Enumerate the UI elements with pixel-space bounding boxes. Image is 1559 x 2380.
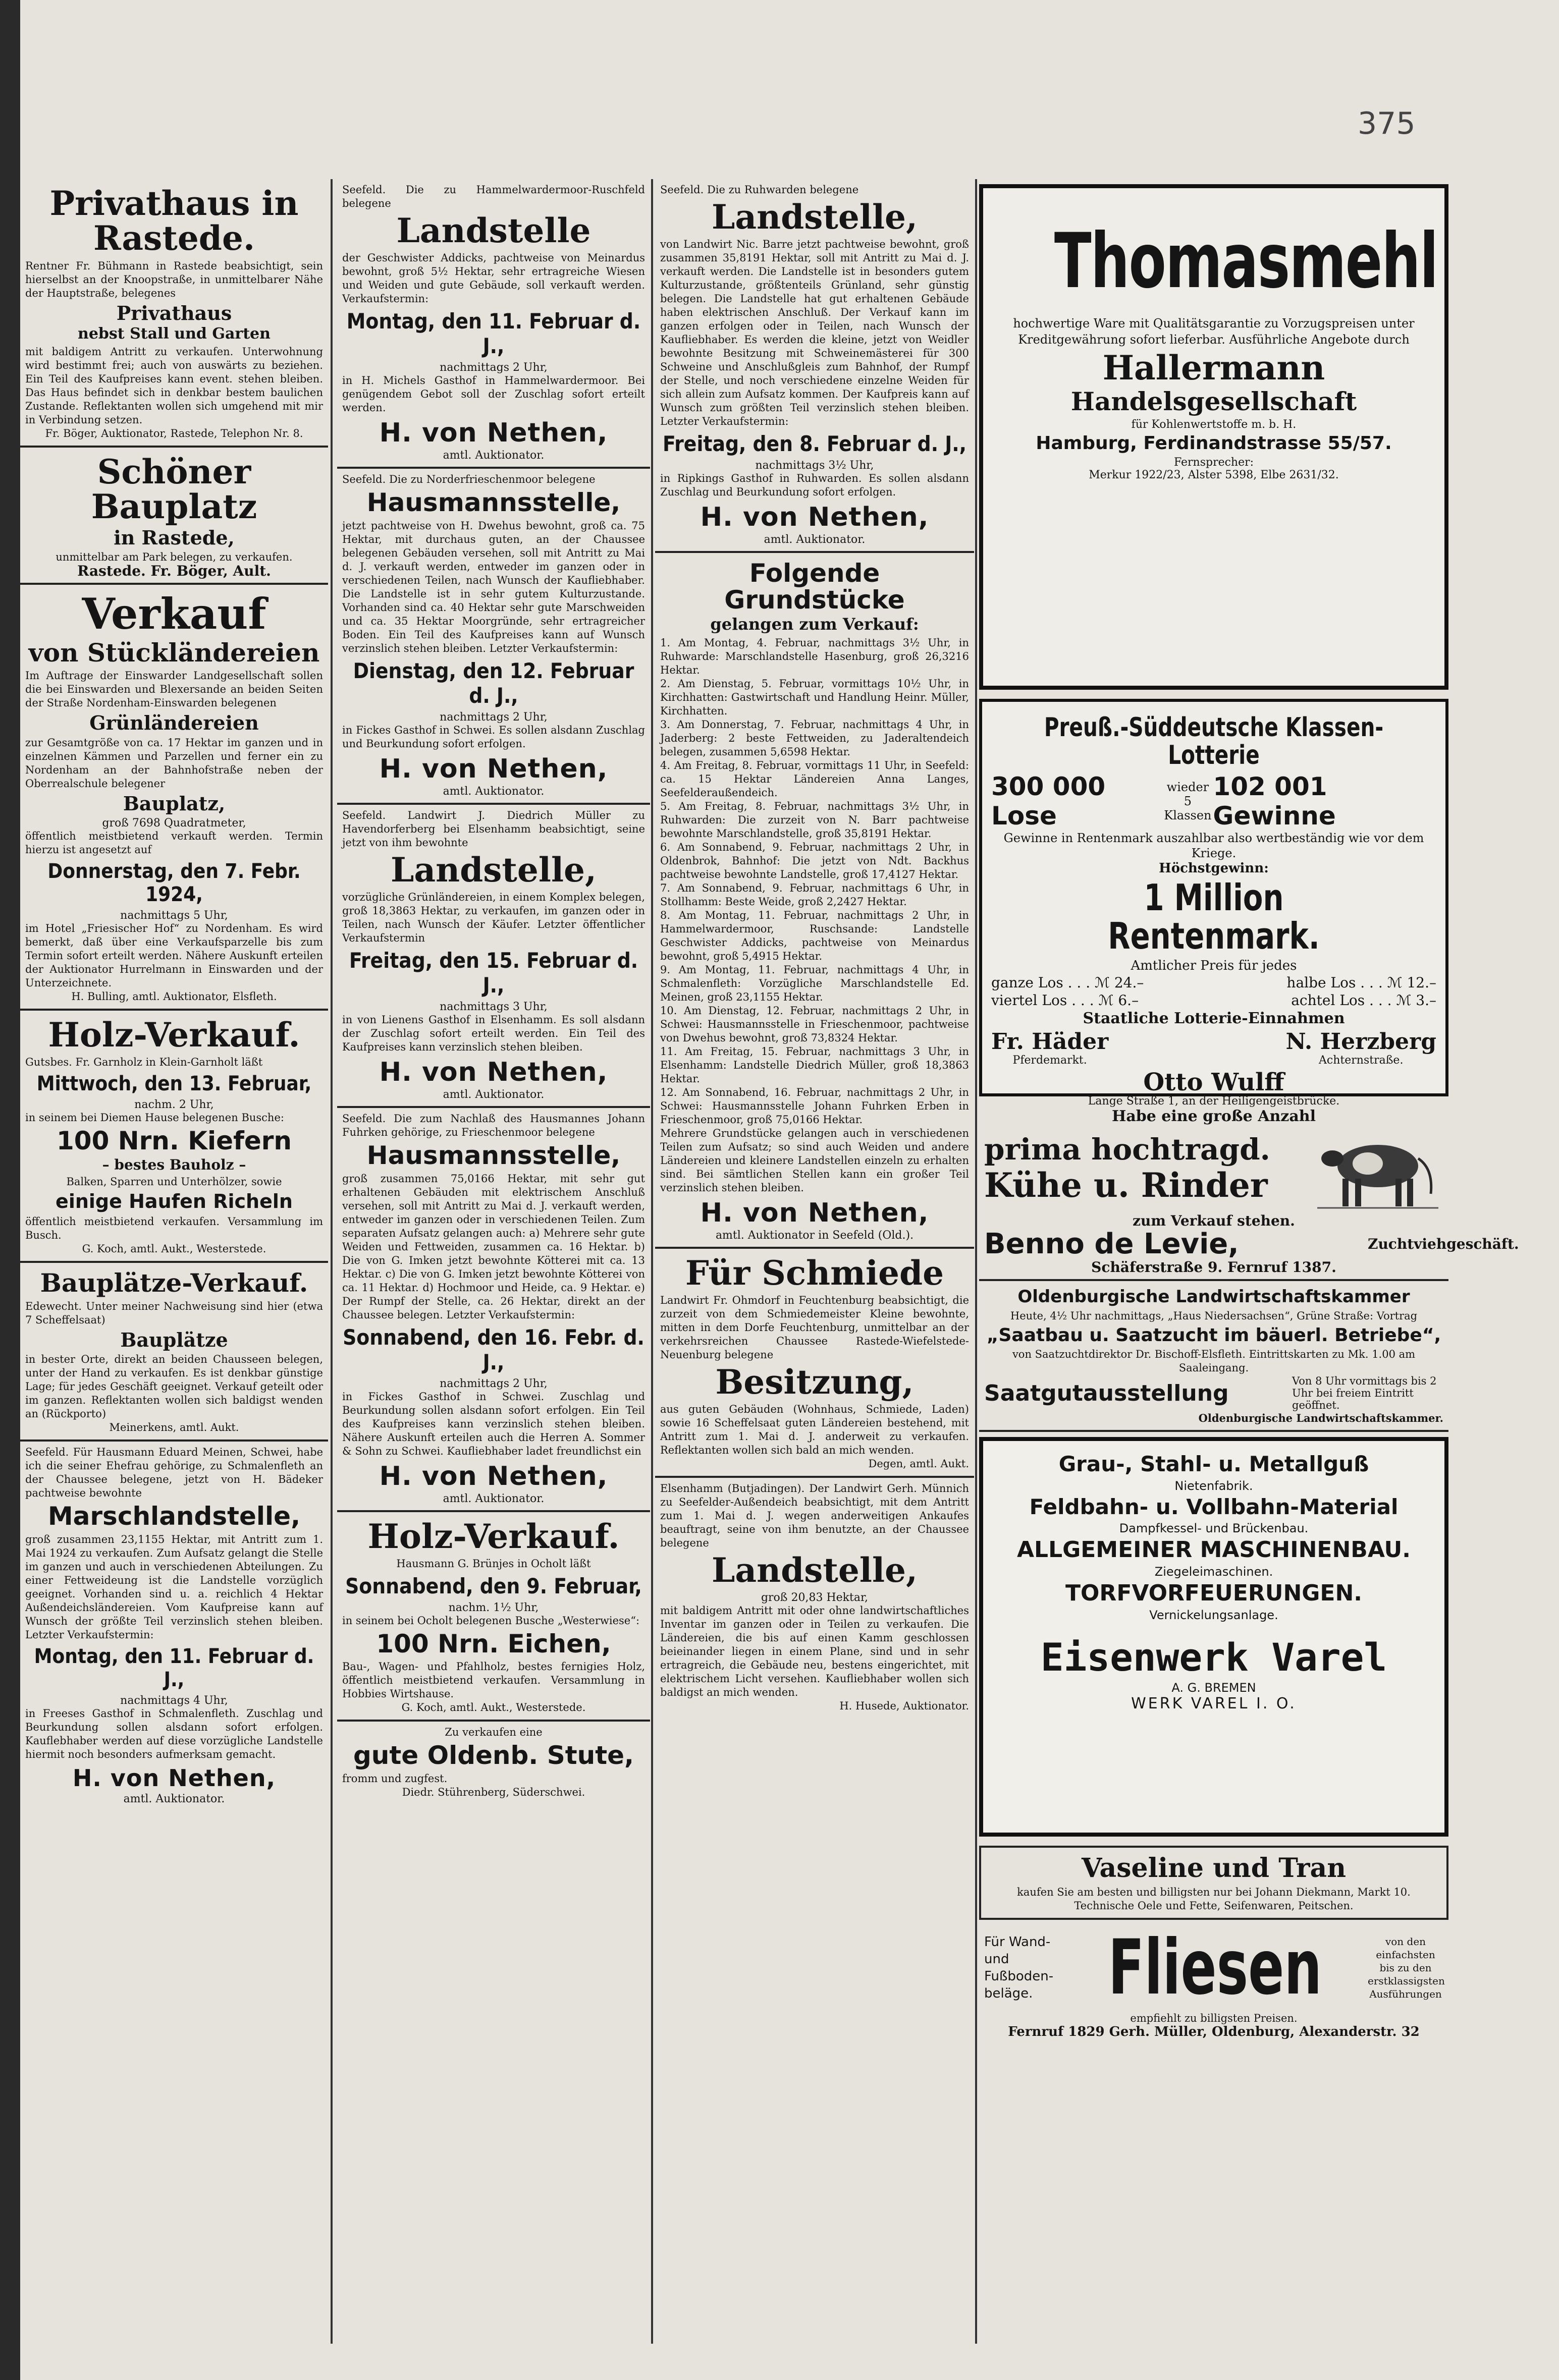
ad-topic: „Saatbau u. Saatzucht im bäuerl. Betriebe“, [986,1324,1441,1346]
price-row [991,974,1436,991]
ad-signature: H. von Nethen, [700,502,929,533]
ad-text: Bau-, Wagen- und Pfahlholz, bestes fernigies Holz, öffentlich meistbietend verkaufen. Versammlung in Hobbies Wirtshause. [342,1661,645,1700]
ad-einnahmen: Staatliche Lotterie-Einnahmen [1083,1010,1345,1028]
seller-name: N. Herzberg [1285,1029,1436,1055]
ad-landstelle-mueller [337,805,650,1108]
ad-item: 100 Nrn. Kiefern [57,1126,292,1156]
ad-vaseline-tran [979,1846,1448,1920]
ad-headline: Landstelle [396,211,591,250]
ad-firm: Eisenwerk Varel [1040,1635,1387,1680]
ad-item: einige Haufen Richeln [56,1190,293,1213]
ad-item: Besitzung, [715,1362,914,1402]
ad-text: in Ripkings Gasthof in Ruhwarden. Es sollen alsdann Zuschlag und Beurkundung sofort erfolgen. [660,472,969,499]
ad-hoechstgewinn: Höchstgewinn: [1159,861,1269,876]
ad-grundstuecke [655,553,974,1249]
ad-stute [337,1722,650,1804]
price-cell: ganze Los . . . ℳ 24.– [991,974,1144,991]
ad-item: Grünländereien [89,711,259,735]
ad-headline: Hausmannsstelle, [366,488,621,518]
ad-line: Dampfkessel- und Brückenbau. [1119,1521,1309,1535]
ad-time: nachmittags 4 Uhr, [120,1694,228,1707]
ad-firm-side: Zuchtviehgeschäft. [1368,1236,1519,1252]
ad-text: von Saatzuchtdirektor Dr. Bischoff-Elsfleth. Eintrittskarten zu Mk. 1.00 am Saaleingang. [1012,1348,1416,1374]
ad-text: Im Auftrage der Einswarder Landgesellschaft sollen die bei Einswarden und Blexersande an beiden Seiten der Straße Nordenham-Einswarden belegenen [25,670,323,709]
ad-text: Zu verkaufen eine [445,1726,543,1739]
ad-text: in seinem bei Ocholt belegenen Busche „Westerwiese“: [342,1614,640,1627]
ad-text: empfiehlt zu billigsten Preisen. [1130,2012,1298,2025]
ad-text: Habe eine große Anzahl [1111,1108,1316,1125]
ad-text: Von 8 Uhr vormittags bis 2 Uhr bei freiem Eintritt geöffnet. [1292,1375,1437,1412]
ad-headline: Landstelle, [711,1551,918,1590]
seller-1 [991,1030,1108,1066]
seller-name: Otto Wulff [1143,1068,1284,1096]
column-rule [975,179,977,2344]
ad-date: Sonnabend, den 9. Februar, [345,1573,642,1598]
ad-text: Seefeld. Für Hausmann Eduard Meinen, Schwei, habe ich die seiner Ehefrau gehörige, zu Schmalenfleth an der Chaussee belegene, jetzt von H. Bädeker pachtweise bewohnte [25,1446,323,1500]
list-item: 12. Am Sonnabend, 16. Februar, nachmittags 2 Uhr, in Schwei: Hausmannsstelle Johann Fuhrken Erben in Frieschenmoor, groß 75,0166 Hektar. [660,1086,969,1126]
ad-text: Landwirt Fr. Ohmdorf in Feuchtenburg beabsichtigt, die zurzeit von dem Schmiedemeister Kleine bewohnte, mitten in dem Dorfe Feuchtenburg, unmittelbar an der verkehrsreichen Chaussee Rastede-Wiefelstede-Neuenburg belegene [660,1294,969,1361]
lotterie-prices [991,974,1436,1009]
ad-hausmannsstelle-fuhrken [337,1108,650,1512]
ad-signature-sub: amtl. Auktionator. [764,533,866,546]
list-item: 2. Am Dienstag, 5. Februar, vormittags 10½ Uhr, in Kirchhatten: Gastwirtschaft und Handlung Heinr. Müller, Kirchhatten. [660,677,969,717]
ad-date: Dienstag, den 12. Februar d. J., [353,658,634,708]
ad-headline: Hausmannsstelle, [366,1141,621,1171]
ad-signature: H. von Nethen, [379,418,608,449]
seller-address: Achternstraße. [1319,1054,1404,1067]
ad-text: in von Lienens Gasthof in Elsenhamm. Es soll alsdann der Zuschlag sofort erteilt werden. Ein Teil des Kaufpreises kann verzinslich stehen bleiben. [342,1014,645,1054]
ad-signature: H. von Nethen, [379,753,608,784]
ad-text: Gewinne in Rentenmark auszahlbar also wertbeständig wie vor dem Kriege. [1003,831,1424,861]
ad-sellers [991,1030,1436,1066]
ad-headline-2: von Stückländereien [28,637,320,668]
ad-text: in bester Orte, direkt an beiden Chausseen belegen, unter der Hand zu verkaufen. Es ist denkbar günstige Lage; für jedes Geschäft geeignet. Verkauf geteilt oder im ganzen. Reflektanten wollen sich baldigst wenden an (Rückporto) [25,1353,323,1420]
ad-phone-label: Fernsprecher: [1173,456,1254,469]
ad-wieder: wieder 5 Klassen [1164,780,1212,823]
ad-date: Sonnabend, den 16. Febr. d. J., [343,1324,644,1374]
ad-item: Bauplatz, [123,792,226,815]
ad-text: Heute, 4½ Uhr nachmittags, „Haus Niedersachsen“, Grüne Straße: Vortrag [1010,1309,1418,1322]
ad-text: der Geschwister Addicks, pachtweise von Meinardus bewohnt, groß 5½ Hektar, sehr ertragreiche Wiesen und Weiden und gute Gebäude, soll verkauft werden. Verkaufstermin: [342,252,645,305]
ad-text: öffentlich meistbietend verkaufen. Versammlung im Busch. [25,1215,323,1242]
ad-time: nachm. 1½ Uhr, [448,1601,539,1614]
ad-fliesen-row [984,1924,1443,2012]
ad-text: Balken, Sparren und Unterhölzer, sowie [66,1176,282,1188]
ad-fuer-schmiede [655,1249,974,1478]
list-item: 4. Am Freitag, 8. Februar, vormittags 11 Uhr, in Seefeld: ca. 15 Hektar Ländereien Anna Langes, Seefelderaußendeich. [660,759,969,799]
seller-2 [1286,1030,1436,1066]
ad-text: in Freeses Gasthof in Schmalenfleth. Zuschlag und Beurkundung sollen alsdann sofort erfolgen. Kauflebhaber werden auf diese vorzügliche Landstelle hiermit noch besonders aufmerksam gemacht. [25,1707,323,1760]
ad-item: 100 Nrn. Eichen, [376,1629,611,1658]
ad-city: Hamburg, Ferdinandstrasse 55/57. [1036,432,1392,454]
ad-size: groß 7698 Quadratmeter, [102,816,246,829]
column-rule [651,179,653,2344]
ad-headline: Schöner Bauplatz [91,452,257,527]
ad-text: öffentlich meistbietend verkauft werden. Termin hierzu ist angesetzt auf [25,829,323,856]
ad-size: groß 20,83 Hektar, [761,1591,869,1604]
ad-headline: Verkauf [82,589,266,639]
ad-text: in H. Michels Gasthof in Hammelwardermoor. Bei genügendem Gebot soll der Zuschlag sofort erteilt werden. [342,374,645,414]
ad-headline: gute Oldenb. Stute, [353,1741,634,1770]
ad-headline: Landstelle, [390,850,597,890]
list-item: 6. Am Sonnabend, 9. Februar, nachmittags 2 Uhr, in Oldenbrok, Bahnhof: Die jetzt von Ndt. Backhus pachtweise bewohnte Landstelle, groß 17,4127 Hektar. [660,841,969,880]
ad-text: vorzügliche Grünländereien, in einem Komplex belegen, groß 18,3863 Hektar, zu verkaufen, im ganzen oder in Teilen, nach Wunsch der Käufer. Letzter öffentlicher Verkaufstermin [342,891,645,945]
ad-text: zur Gesamtgröße von ca. 17 Hektar im ganzen und in einzelnen Kämmen und Parzellen und ferner ein zu Nordenham an der Bahnhofstraße neben der Oberrealschule belegener [25,737,323,790]
ad-item: Bauplätze [120,1328,228,1351]
ad-line: TORFVORFEUERUNGEN. [1065,1580,1362,1606]
ad-line: ALLGEMEINER MASCHINENBAU. [1017,1536,1411,1563]
ad-text: groß zusammen 75,0166 Hektar, mit sehr gut erhaltenen Gebäuden mit elektrischem Anschluß versehen, soll mit Antritt zu Mai d. J. verkauft werden, entweder im ganzen oder in verschiedenen Teilen. Zum separaten Aufsatz gelangen auch: a) Mehrere sehr gute Weiden und Fettweiden, zusammen ca. 16 Hektar. b) Die von G. Imken jetzt bewohnte Kötterei mit ca. 13 Hektar. c) Die von G. Imken jetzt bewohnte Kötterei von ca. 11 Hektar. d) Hochmoor und Heide, ca. 9 Hektar. e) Der Rumpf der Stelle, ca. 26 Hektar, direkt an der Chaussee belegen. Letzter Verkaufstermin: [342,1172,645,1321]
ad-signature: Fr. Böger, Auktionator, Rastede, Telephon Nr. 8. [45,427,303,439]
list-item: 8. Am Montag, 11. Februar, nachmittags 2 Uhr, in Hammelwardermoor, Ruschsande: Landstelle Geschwister Addicks, pachtweise von Meinardus bewohnt, groß 5,4915 Hektar. [660,909,969,962]
ad-line: Nietenfabrik. [1174,1478,1253,1493]
ad-text: Seefeld. Die zu Norderfrieschenmoor belegene [342,473,596,486]
ad-text: Seefeld. Die zum Nachlaß des Hausmannes Johann Fuhrken gehörige, zu Frieschenmoor belegene [342,1113,645,1139]
ad-landstelle-ruhwarden [655,179,974,553]
ad-text: Hausmann G. Brünjes in Ocholt läßt [396,1557,591,1570]
ad-signature: G. Koch, amtl. Aukt., Westerstede. [401,1701,586,1714]
ad-signature: H. Bulling, amtl. Auktionator, Elsfleth. [71,990,277,1003]
ad-privathaus [20,179,328,448]
ad-line: Feldbahn- u. Vollbahn-Material [1029,1494,1399,1519]
ad-headline: Landstelle, [711,197,918,237]
price-cell: halbe Los . . . ℳ 12.– [1286,974,1436,991]
ad-headline: Folgende Grundstücke [724,559,905,615]
ad-line: Ziegeleimaschinen. [1154,1564,1273,1579]
ad-signature-sub: amtl. Auktionator. [443,785,545,798]
ad-text: in Fickes Gasthof in Schwei. Es sollen alsdann Zuschlag und Beurkundung sofort erfolgen. [342,724,645,750]
ad-date: Freitag, den 8. Februar d. J., [663,431,966,457]
ad-firm-sub: WERK VAREL I. O. [1131,1694,1297,1712]
ad-sub: zum Verkauf stehen. [1133,1212,1295,1229]
column-1 [20,179,328,2344]
seller-name: Fr. Häder [991,1029,1109,1055]
ad-million: 1 Million Rentenmark. [1108,876,1320,957]
ad-signature-sub: amtl. Auktionator. [443,449,545,462]
ad-item-sub: – bestes Bauholz – [102,1156,246,1173]
ad-right-text: von den einfachsten bis zu den erstklassigsten Ausführungen [1368,1935,1445,2001]
ad-headline: Privathaus in Rastede. [49,184,299,258]
ad-signature: G. Koch, amtl. Aukt., Westerstede. [82,1243,266,1255]
ad-item-sub: nebst Stall und Garten [78,325,271,343]
ad-signature-sub: amtl. Auktionator. [443,1088,545,1101]
ad-text: groß zusammen 23,1155 Hektar, mit Antritt zum 1. Mai 1924 zu verkaufen. Zum Aufsatz gelangt die Stelle im ganzen und auch in verschiedenen Abteilungen. Zu einer Fettweideung ist die Landstelle vorzüglich geeignet. Vorhanden sind u. a. reichlich 4 Hektar Außendeichsländereien. Vom Kaufpreise kann auf Wunsch der größte Teil verzinslich stehen bleiben. Letzter Verkaufstermin: [25,1533,323,1641]
ad-marschlandstelle [20,1442,328,1810]
ad-signature: H. von Nethen, [379,1461,608,1491]
ad-stuecklaendereien [20,585,328,1010]
ad-left-text: Für Wand- und Fußboden-beläge. [984,1934,1054,2002]
ad-time: nachmittags 2 Uhr, [440,710,548,724]
ad-text: fromm und zugfest. [342,1772,448,1785]
ad-signature: H. Husede, Auktionator. [839,1699,969,1712]
ad-landwirtschaftskammer [979,1281,1448,1432]
ad-text: Rentner Fr. Bühmann in Rastede beabsichtigt, sein hierselbst an der Knoopstraße, in unmittelbarer Nähe der Hauptstraße, belegenes [25,259,323,299]
binding-edge [0,0,20,2380]
ad-signature: H. von Nethen, [700,1197,929,1228]
ad-place: in Rastede, [114,526,235,549]
ad-text: von Landwirt Nic. Barre jetzt pachtweise bewohnt, groß zusammen 35,8191 Hektar, soll mit Antritt zu Mai d. J. verkauft werden. Die Landstelle ist in besonders gutem Kulturzustande, größtenteils Grünland, sehr günstig belegen. Die Landstelle hat gut erhaltenen Gebäude haben elektrischen Anschluß. Der Verkauf kann im ganzen erfolgen oder in Teilen, nach Wunsch der Kaufliebhaber. Es werden die kleine, jetzt von Weidler bewohnte Besitzung mit Schweinemästerei für 300 Schweine und Anschlußgleis zum Bahnhof, der Rumpf der Stelle, und noch verschiedene einzelne Weiden für sich allein zum Aufsatz kommen. Der Kaufpreis kann auf Wunsch zum größten Teil verzinslich stehen bleiben. Letzter Verkaufstermin: [660,238,969,428]
ad-time: nachmittags 2 Uhr, [440,1377,548,1390]
ad-signature: Oldenburgische Landwirtschaftskammer. [1198,1412,1443,1425]
grundstuecke-list [660,636,969,1127]
ad-text: Gutsbes. Fr. Garnholz in Klein-Garnholt läßt [25,1056,263,1069]
ad-time: nachmittags 5 Uhr, [120,909,228,922]
ad-text: Edewecht. Unter meiner Nachweisung sind hier (etwa 7 Scheffelsaat) [25,1300,323,1326]
ad-firm-sub: A. G. BREMEN [1171,1680,1256,1695]
ad-firm-2: Handelsgesellschaft [1070,386,1357,417]
ad-landstelle-addicks [337,179,650,469]
ad-text: hochwertige Ware mit Qualitätsgarantie zu Vorzugspreisen unter Kreditgewährung sofort lieferbar. Ausführliche Angebote durch [1013,316,1415,347]
ad-text: Mehrere Grundstücke gelangen auch in verschiedenen Teilen zum Aufsatz; so sind auch Weiden und andere Ländereien und kleinere Landstellen einzeln zu erhalten sind. Bei sämtlichen Stellen kann ein großer Teil verzinslich stehen bleiben. [660,1127,969,1194]
ad-fliesen [979,1920,1448,2044]
ad-date: Donnerstag, den 7. Febr. 1924, [47,859,301,906]
ad-text: unmittelbar am Park belegen, zu verkaufen. [56,551,293,564]
ad-signature-sub: amtl. Auktionator in Seefeld (Old.). [715,1229,914,1242]
ad-line: prima hochtragd. [984,1132,1270,1167]
price-cell: achtel Los . . . ℳ 3.– [1291,992,1436,1009]
ad-headline: Holz-Verkauf. [367,1516,620,1556]
price-row [991,992,1436,1009]
ad-firm-sub: für Kohlenwertstoffe m. b. H. [1131,418,1297,431]
column-3 [655,179,974,2344]
ad-bauplaetze [20,1263,328,1442]
ad-headline: Kühe u. Rinder [984,1165,1268,1205]
ad-cow-row [984,1123,1443,1214]
ad-signature: H. von Nethen, [72,1764,276,1792]
ad-cow-text [984,1131,1312,1206]
ad-preis: Amtlicher Preis für jedes [1131,958,1297,974]
ad-firm: Hallermann [1102,348,1325,388]
ad-line: Vernickelungsanlage. [1149,1608,1278,1623]
ad-gewinne: 102 001 Gewinne [1213,772,1336,831]
column-4 [979,179,1519,2344]
seller-address: Pferdemarkt. [1012,1054,1087,1067]
ad-time: nachm. 2 Uhr, [134,1098,214,1112]
column-rule [331,179,333,2344]
ad-text: jetzt pachtweise von H. Dwehus bewohnt, groß ca. 75 Hektar, mit durchaus guten, an der Chaussee belegenen Gebäuden versehen, soll mit Antritt zu Mai d. J. verkauft werden, entweder im ganzen oder in verschiedenen Teilen, nach Wunsch der Kaufliebhaber. Die Landstelle ist in sehr gutem Kulturzustande. Vorhanden sind ca. 40 Hektar sehr gute Marschweiden und ca. 35 Hektar Moorgründe, sehr ertragreicher Boden. Ein Teil des Kaufpreises kann auf Wunsch verzinslich stehen bleiben. Letzter Verkaufstermin: [342,519,645,654]
ad-text: aus guten Gebäuden (Wohnhaus, Schmiede, Laden) sowie 16 Scheffelsaat guten Ländereien bestehend, mit Antritt zum 1. Mai d. J. anderweit zu verkaufen. Reflektanten wollen sich bald an mich wenden. [660,1403,969,1457]
ad-text: Seefeld. Landwirt J. Diedrich Müller zu Havendorferberg bei Elsenhamm beabsichtigt, seine jetzt von ihm bewohnte [342,809,645,849]
column-2 [337,179,650,2344]
ad-address: Schäferstraße 9. Fernruf 1387. [1091,1259,1336,1276]
list-item: 10. Am Dienstag, 12. Februar, nachmittags 2 Uhr, in Schwei: Hausmannsstelle in Frieschenmoor, pachtweise von Dwehus bewohnt, groß 73,8324 Hektar. [660,1004,969,1044]
ad-text: mit baldigem Antritt zu verkaufen. Unterwohnung wird bestimmt frei; auch von auswärts zu beziehen. Ein Teil des Kaufpreises kann event. stehen bleiben. Das Haus befindet sich in denkbar bestem baulichen Zustande. Reflektanten wollen sich umgehend mit mir in Verbindung setzen. [25,345,323,426]
ad-headline: Für Schmiede [685,1253,944,1293]
ad-date: Montag, den 11. Februar d. J., [346,309,641,359]
list-item: 11. Am Freitag, 15. Februar, nachmittags 3 Uhr, in Elsenhamm: Landstelle Diedrich Müller, groß 18,3863 Hektar. [660,1045,969,1085]
ad-headline: Vaseline und Tran [1081,1853,1346,1884]
ad-text: kaufen Sie am besten und billigsten nur bei Johann Diekmann, Markt 10. Technische Oele und Fette, Seifenwaren, Peitschen. [1017,1886,1411,1912]
ad-date: Mittwoch, den 13. Februar, [36,1072,312,1096]
ad-signature: H. von Nethen, [379,1057,608,1088]
page-number: 375 [1358,106,1416,141]
ad-landstelle-elsenhamm [655,1478,974,1718]
list-item: 9. Am Montag, 11. Februar, nachmittags 4 Uhr, in Schmalenfleth: Vorzügliche Marschlandstelle Ed. Meinen, groß 23,1155 Hektar. [660,963,969,1003]
ad-hausmannsstelle-dwehus [337,469,650,805]
ad-signature-sub: amtl. Auktionator. [123,1792,225,1805]
ad-text: mit baldigem Antritt mit oder ohne landwirtschaftliches Inventar im ganzen oder in Teilen zu verkaufen. Die Ländereien, die bis auf einen Kamm geschlossen beieinander liegen in einem Plane, sind und in sehr ertragreich, die Gebäude neu, bestens eingerichtet, mit elektrischem Licht versehen. Kaufliebhaber wollen sich baldigst an mich wenden. [660,1604,969,1698]
cow-icon [1312,1123,1443,1214]
ad-firm-row [984,1228,1519,1260]
list-item: 1. Am Montag, 4. Februar, nachmittags 3½ Uhr, in Ruhwarde: Marschlandstelle Hasenburg, groß 26,3216 Hektar. [660,636,969,676]
ad-time: nachmittags 3½ Uhr, [755,459,874,472]
ad-bauplatz [20,448,328,585]
ad-headline: Marschlandstelle, [47,1502,301,1531]
ad-time: nachmittags 3 Uhr, [440,1001,548,1014]
price-cell: viertel Los . . . ℳ 6.– [991,992,1139,1009]
list-item: 3. Am Donnerstag, 7. Februar, nachmittags 4 Uhr, in Jaderberg: 2 beste Fettweiden, zu Jaderaltendeich belegen, zusammen 5,6598 Hektar. [660,718,969,758]
ad-signature: Meinerkens, amtl. Aukt. [109,1421,239,1434]
seller-address: Lange Straße 1, an der Heiligengeistbrücke. [1088,1094,1340,1108]
ad-headline: Holz-Verkauf. [48,1015,300,1055]
ad-text: Seefeld. Die zu Ruhwarden belegene [660,184,859,196]
ad-signature: Diedr. Stührenberg, Süderschwei. [402,1786,585,1798]
ad-eisenwerk-varel [979,1437,1448,1837]
ad-text: in Fickes Gasthof in Schwei. Zuschlag und Beurkundung sollen alsdann sofort erfolgen. Ein Teil des Kaufpreises kann verzinslich stehen bleiben. Nähere Auskunft erteilen auch die Herren A. Sommer & Sohn zu Schwei. Kaufliebhaber ladet freundlichst ein [342,1390,645,1457]
ad-line: Grau-, Stahl- u. Metallguß [1058,1452,1369,1477]
ad-date: Montag, den 11. Februar d. J., [34,1644,314,1691]
ad-headline: Bauplätze-Verkauf. [40,1268,308,1298]
ad-holz-verkauf [20,1011,328,1263]
ad-holz-verkauf-ocholt [337,1512,650,1722]
list-item: 7. Am Sonnabend, 9. Februar, nachmittags 6 Uhr, in Stollhamm: Beste Weide, groß 2,2427 Hektar. [660,881,969,908]
ad-signature: Rastede. Fr. Böger, Ault. [77,563,271,580]
ad-kuehe-rinder [979,1105,1519,1281]
ad-text: Elsenhamm (Butjadingen). Der Landwirt Gerh. Münnich zu Seefelder-Außendeich beabsichtigt, mit dem Antritt zum 1. Mai d. J. wegen anderweitigen Ankaufes beauftragt, seine von ihm benutzte, an der Chaussee belegene [660,1482,969,1549]
ad-phone: Merkur 1922/23, Alster 5398, Elbe 2631/32. [1089,468,1339,481]
ad-time: nachmittags 2 Uhr, [440,361,548,374]
ad-firm: Benno de Levie, [984,1228,1239,1260]
ad-text: Seefeld. Die zu Hammelwardermoor-Ruschfeld belegene [342,184,645,209]
ad-footer: Fernruf 1829 Gerh. Müller, Oldenburg, Alexanderstr. 32 [1008,2024,1420,2040]
ad-thomasmehl [979,184,1448,690]
ad-lose: 300 000 Lose [991,772,1106,831]
ad-headline: Fliesen [1108,1924,1322,2012]
ad-date: Freitag, den 15. Februar d. J., [349,948,638,998]
ad-head2: Saatgutausstellung [984,1380,1229,1406]
ad-headline: Oldenburgische Landwirtschaftskammer [1017,1287,1410,1307]
list-item: 5. Am Freitag, 8. Februar, nachmittags 3½ Uhr, in Ruhwarden: Die zurzeit von N. Barr pachtweise bewohnte Marschlandstelle, groß 35,8191 Hektar. [660,800,969,840]
ad-item: Privathaus [116,301,232,324]
ad-text: in seinem bei Diemen Hause belegenen Busche: [25,1112,284,1124]
ad-saatgut-row [984,1375,1443,1411]
ad-headline: Preuß.-Süddeutsche Klassen-Lotterie [1044,712,1384,770]
ad-text: im Hotel „Friesischer Hof“ zu Nordenham. Es wird bemerkt, daß über eine Verkaufsparzelle bis zum Termin sofort erteilt werden. Nähere Auskunft erteilen der Auktionator Hurrelmann in Einswarden und der Unterzeichnete. [25,922,323,989]
ad-signature: Degen, amtl. Aukt. [868,1458,969,1470]
ad-lotterie [979,699,1448,1108]
ad-lotterie-figures [991,772,1436,831]
ad-signature-sub: amtl. Auktionator. [443,1492,545,1505]
ad-subheadline: gelangen zum Verkauf: [710,615,919,634]
ad-headline: Thomasmehl [1054,217,1438,305]
